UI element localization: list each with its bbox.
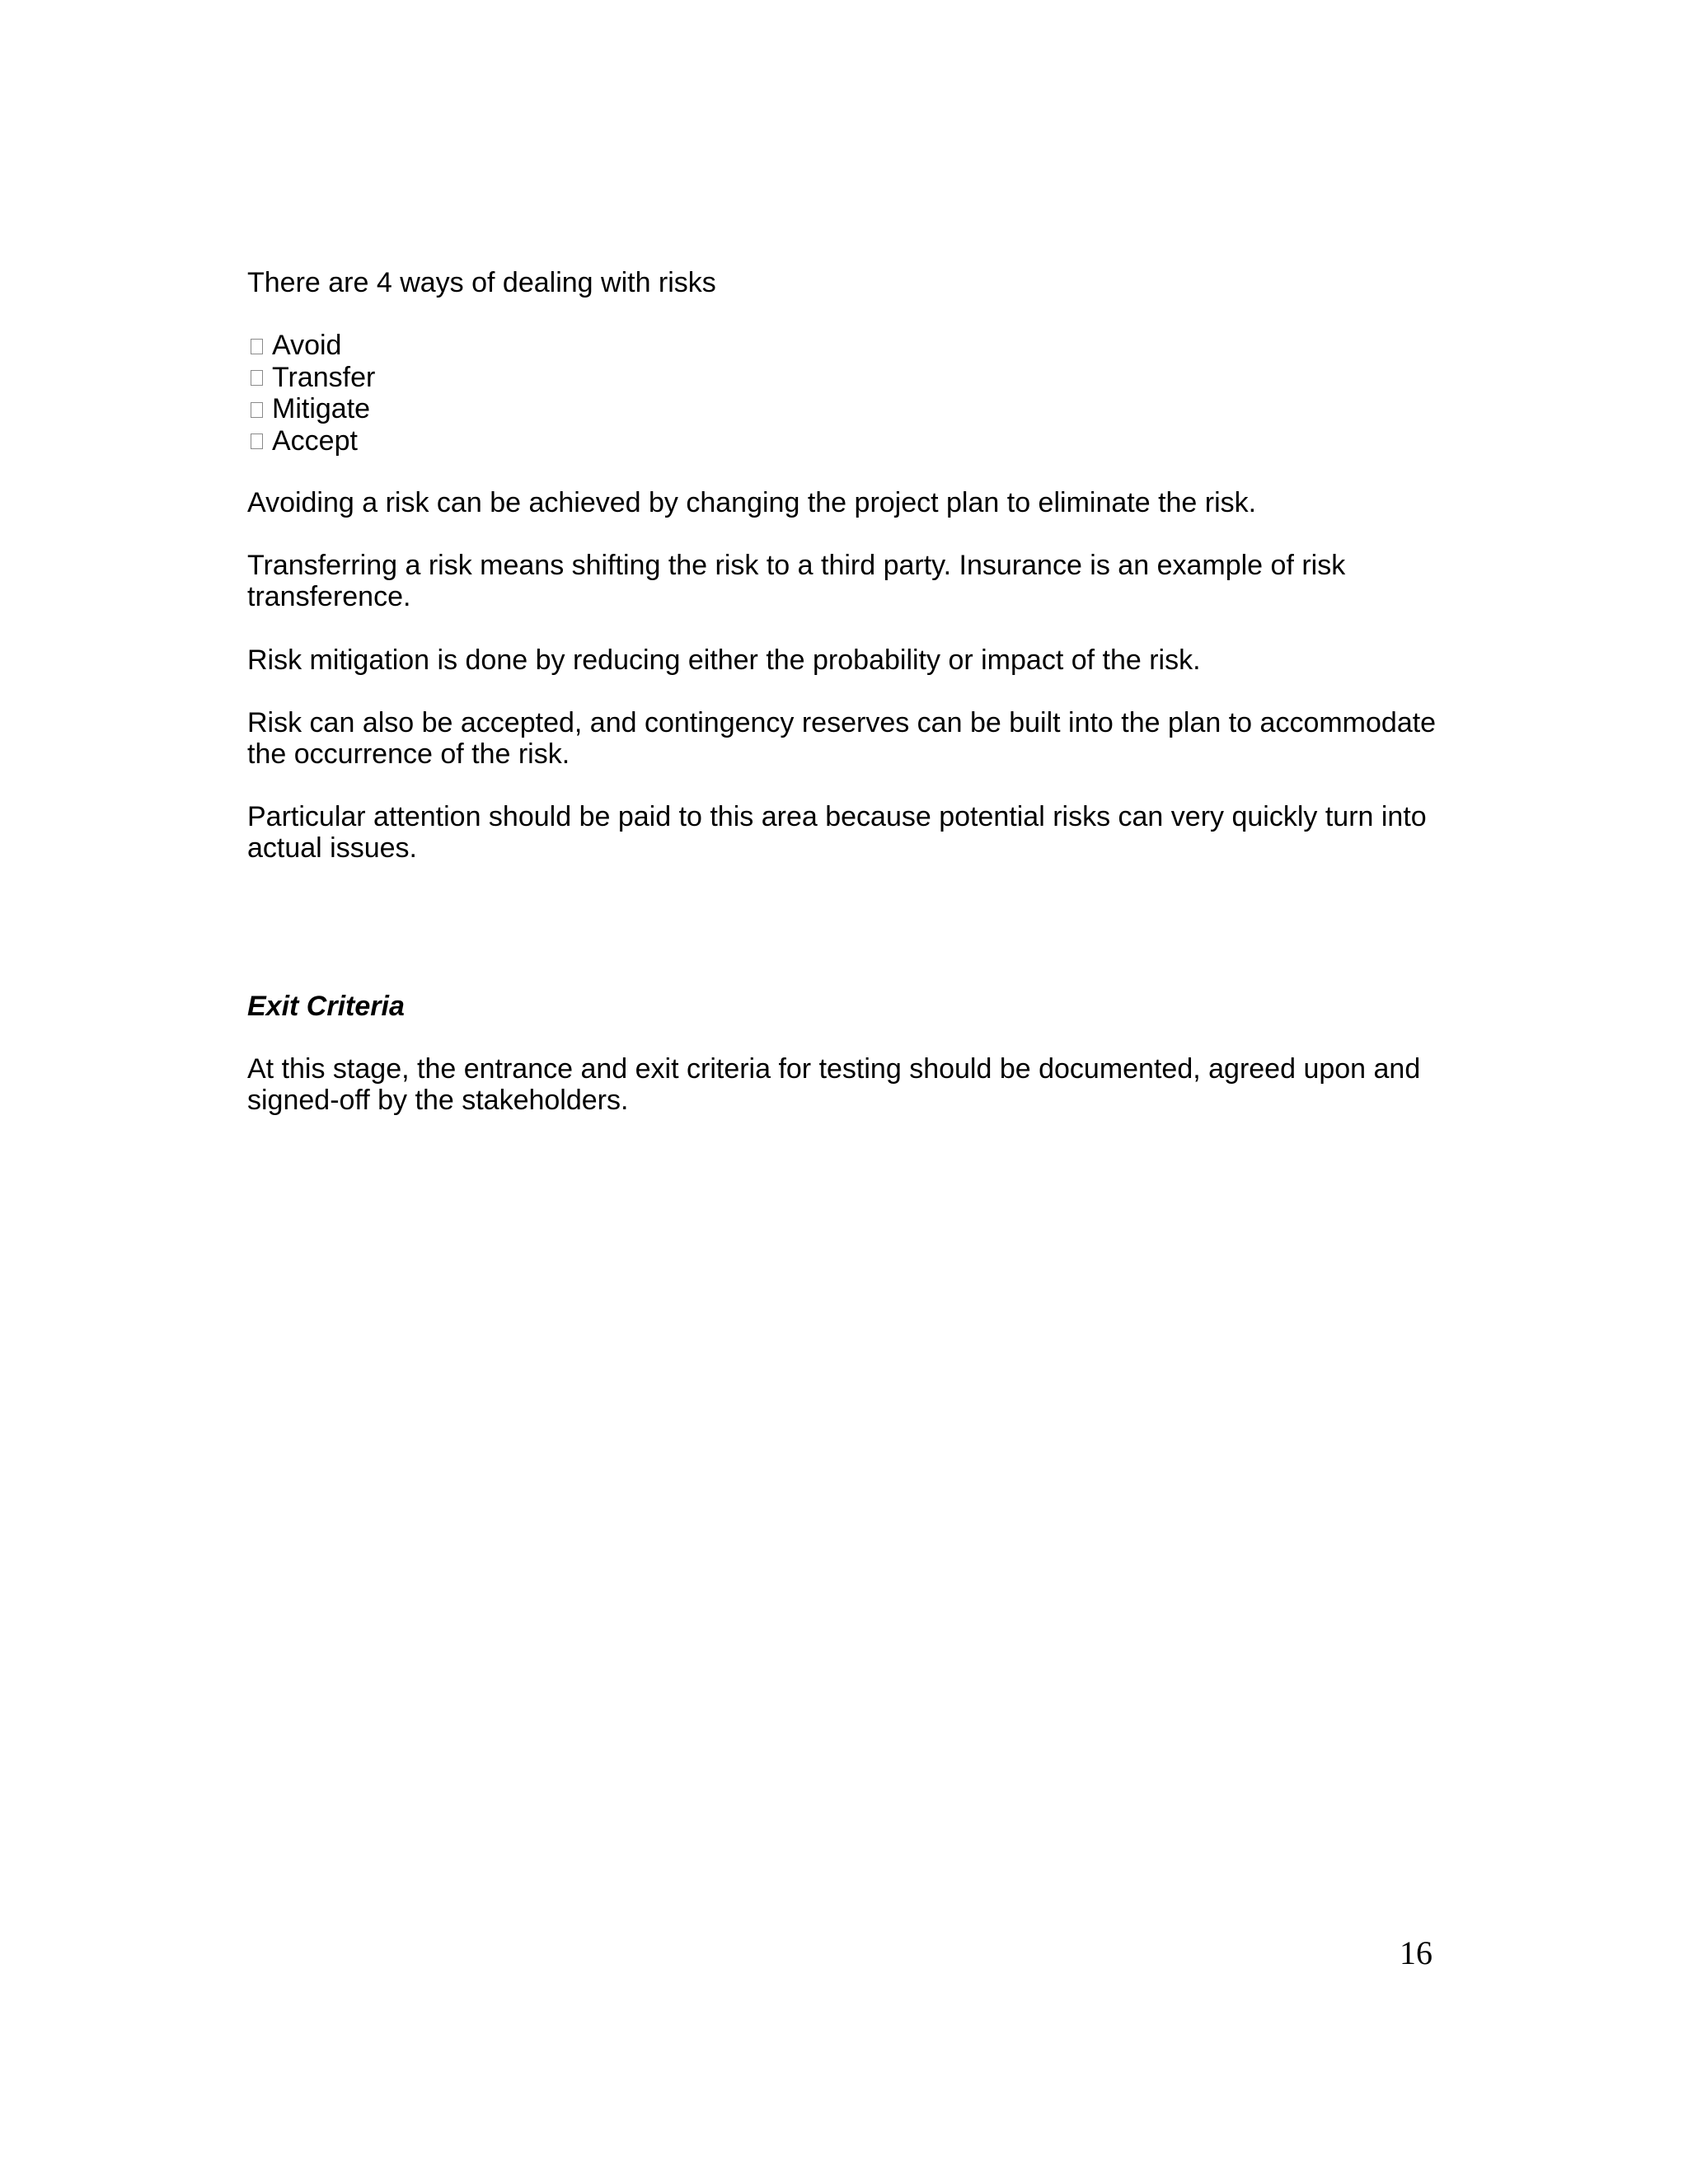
list-item-label: Avoid: [272, 330, 342, 361]
attention-paragraph: Particular attention should be paid to this area because potential risks can very quickly turn into actual issues.: [247, 801, 1427, 864]
exit-criteria-paragraph: At this stage, the entrance and exit criteria for testing should be documented, agreed upon and signed-off by the stakeholders.: [247, 1053, 1421, 1116]
bullet-box-icon: [251, 402, 263, 418]
list-item-label: Accept: [272, 424, 358, 457]
bullet-box-icon: [251, 339, 263, 354]
list-item: [247, 330, 375, 362]
avoid-paragraph: Avoiding a risk can be achieved by changing the project plan to eliminate the risk.: [247, 487, 1257, 518]
mitigate-paragraph: Risk mitigation is done by reducing either the probability or impact of the risk.: [247, 644, 1201, 676]
list-item: [247, 393, 375, 425]
list-item: [247, 425, 375, 457]
risk-strategy-list: [247, 330, 375, 457]
intro-text: There are 4 ways of dealing with risks: [247, 267, 716, 298]
transfer-paragraph: Transferring a risk means shifting the risk to a third party. Insurance is an example of risk transference.: [247, 550, 1346, 612]
bullet-box-icon: [251, 434, 263, 449]
list-item: [247, 362, 375, 394]
list-item-label: Mitigate: [272, 393, 371, 424]
page-number: 16: [1400, 1934, 1432, 1971]
list-item-label: Transfer: [272, 361, 376, 393]
bullet-box-icon: [251, 370, 263, 386]
section-heading: Exit Criteria: [247, 991, 405, 1022]
accept-paragraph: Risk can also be accepted, and contingency reserves can be built into the plan to accommodate the occurrence of the risk.: [247, 707, 1437, 770]
